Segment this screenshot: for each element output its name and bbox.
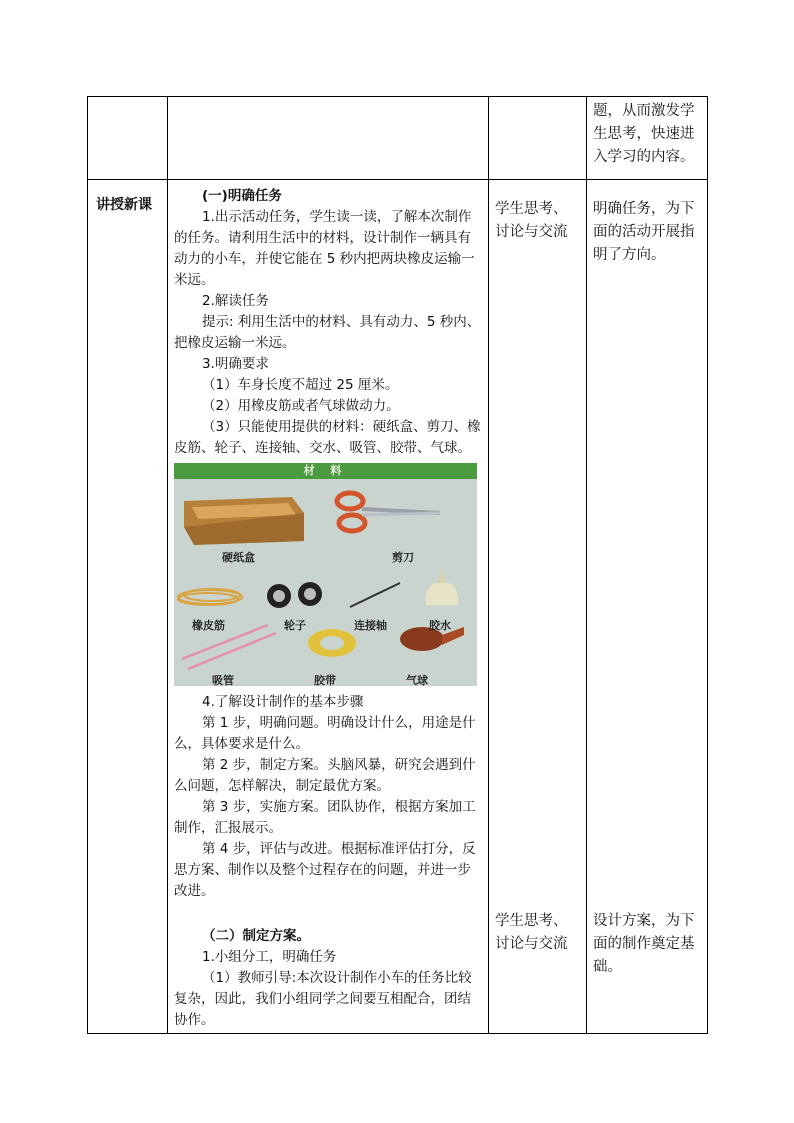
steps-title: 4.了解设计制作的基本步骤 [202,694,364,710]
label-rubber-band: 橡皮筋 [192,619,225,632]
label-box: 硬纸盒 [222,551,255,564]
purpose-cell-intro [587,97,708,180]
section2-p2: （1）教师引导:本次设计制作小车的任务比较复杂，因此，我们小组同学之间要互相配合，团结协作。 [174,970,472,1028]
stage-label: 讲授新课 [96,197,152,213]
student-activity-1: 学生思考、讨论与交流 [495,201,568,240]
lesson-plan-table [87,96,708,1034]
label-glue: 胶水 [429,619,451,632]
requirements-title: 3.明确要求 [202,356,269,372]
section2-heading: （二）制定方案。 [202,928,310,944]
purpose-text: 题，从而激发学生思考，快速进入学习的内容。 [593,103,695,165]
stage-cell [88,180,168,1034]
label-wheels: 轮子 [284,619,306,632]
stage-cell-empty [88,97,168,180]
box-image [184,497,304,545]
content-cell-empty [168,97,489,180]
purpose-cell [587,180,708,1034]
label-tape: 胶带 [314,674,336,686]
section1-heading: (一)明确任务 [202,188,282,204]
label-axle: 连接轴 [354,619,387,632]
step-3: 第 3 步，实施方案。团队协作，根据方案加工制作，汇报展示。 [174,799,476,836]
label-balloon: 气球 [406,674,428,686]
student-activity-2: 学生思考、讨论与交流 [495,913,568,952]
materials-illustration [174,479,477,686]
materials-figure [174,463,477,686]
interpret-title: 2.解读任务 [202,293,269,309]
section2-p1: 1.小组分工，明确任务 [202,949,337,965]
label-straw: 吸管 [212,674,234,686]
student-cell-empty [489,97,587,180]
student-activity-cell [489,180,587,1034]
glue-image [425,565,458,605]
step-2: 第 2 步，制定方案。头脑风暴，研究会遇到什么问题，怎样解决，制定最优方案。 [174,757,476,794]
wheels-image [267,582,322,608]
rubber-band-image [178,589,242,605]
tape-image [308,629,356,657]
content-cell [168,180,489,1034]
figure-title: 材 料 [174,463,477,479]
purpose-2: 设计方案，为下面的制作奠定基础。 [593,913,695,975]
step-4: 第 4 步，评估与改进。根据标准评估打分，反思方案、制作以及整个过程存在的问题，并进一步改进。 [174,841,476,899]
purpose-1: 明确任务，为下面的活动开展指明了方向。 [593,201,695,263]
task-paragraph: 1.出示活动任务，学生读一读，了解本次制作的任务。请利用生活中的材料，设计制作一辆具有动力的小车，并使它能在 5 秒内把两块橡皮运输一米远。 [174,209,475,288]
table-row-new-lesson [88,180,708,1034]
label-scissors: 剪刀 [392,551,414,564]
scissors-image [337,493,440,531]
axle-image [350,583,400,607]
requirement-3: （3）只能使用提供的材料：硬纸盒、剪刀、橡皮筋、轮子、连接轴、交水、吸管、胶带、气球。 [174,419,481,456]
table-row-intro-end [88,97,708,180]
requirement-2: （2）用橡皮筋或者气球做动力。 [202,398,400,414]
interpret-text: 提示: 利用生活中的材料、具有动力、5 秒内、把橡皮运输一米远。 [174,314,481,351]
requirement-1: （1）车身长度不超过 25 厘米。 [202,377,399,393]
step-1: 第 1 步，明确问题。明确设计什么，用途是什么，具体要求是什么。 [174,715,476,752]
